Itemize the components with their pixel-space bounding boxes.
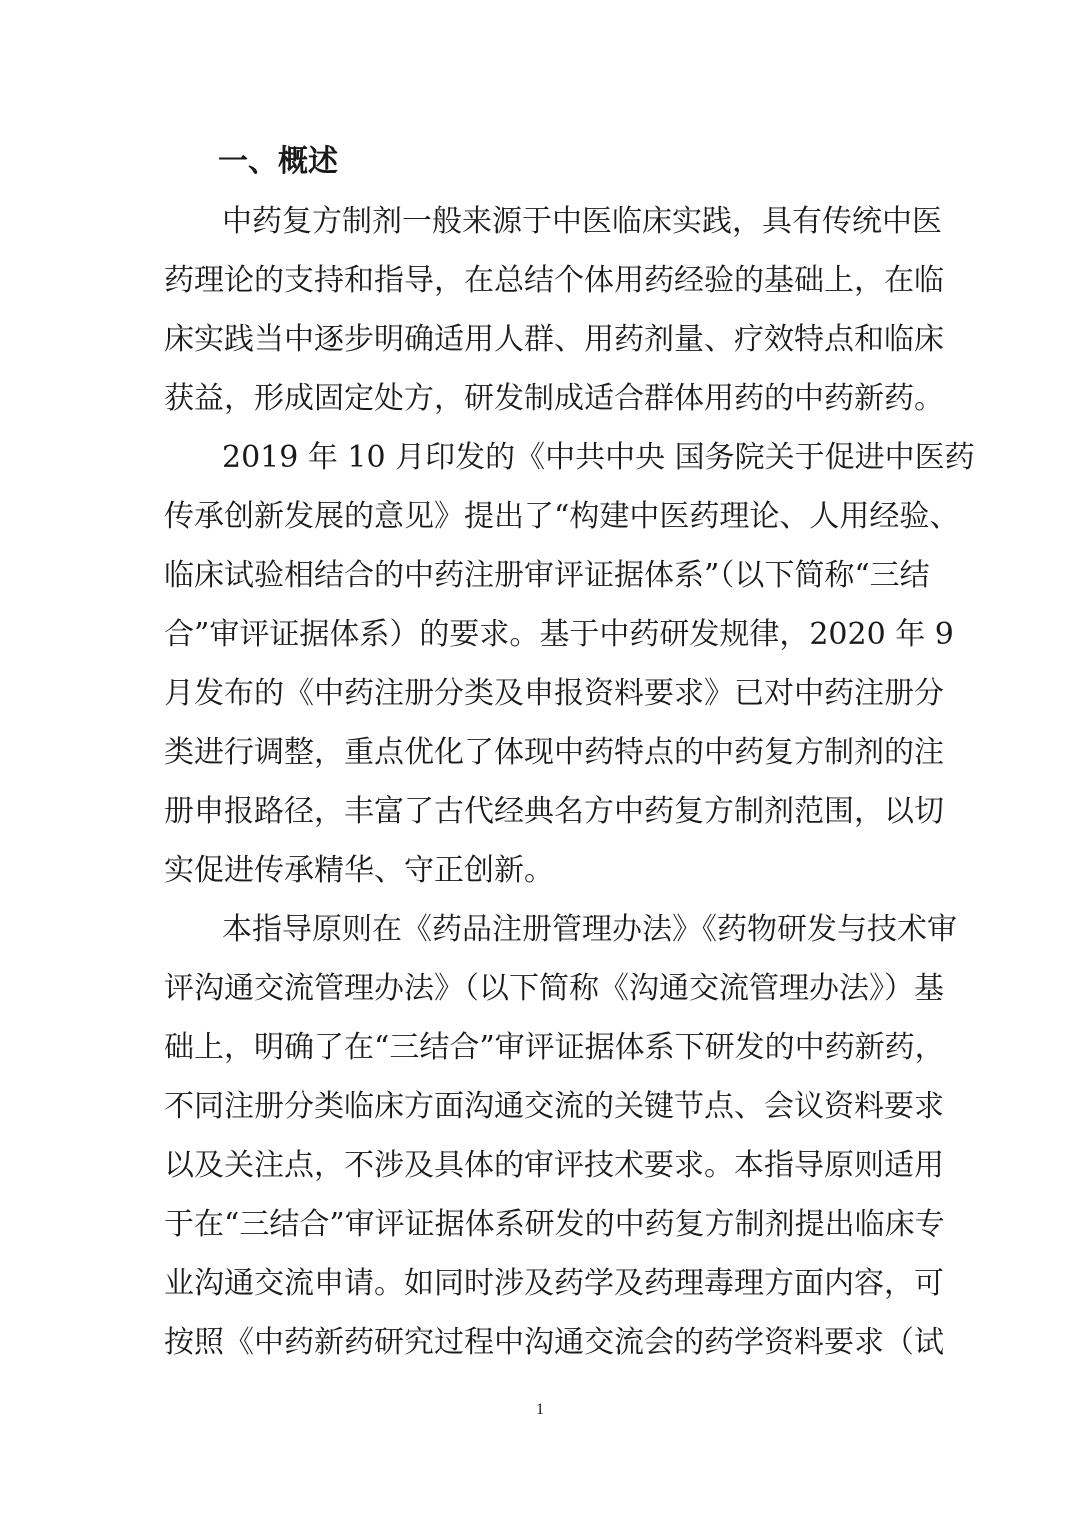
paragraph-3-line-6: 于在“三结合”审评证据体系研发的中药复方制剂提出临床专 [164, 1207, 945, 1242]
paragraph-1-line-1: 中药复方制剂一般来源于中医临床实践，具有传统中医 [222, 204, 942, 239]
paragraph-3-line-5: 以及关注点，不涉及具体的审评技术要求。本指导原则适用 [164, 1148, 944, 1183]
paragraph-2-line-4: 合”审评证据体系）的要求。基于中药研发规律，2020 年 9 [164, 617, 954, 652]
page-number: 1 [536, 1401, 544, 1418]
paragraph-2-line-8: 实促进传承精华、守正创新。 [164, 853, 554, 888]
paragraph-3-line-3: 础上，明确了在“三结合”审评证据体系下研发的中药新药， [164, 1030, 945, 1065]
paragraph-1-line-2: 药理论的支持和指导，在总结个体用药经验的基础上，在临 [164, 263, 944, 298]
paragraph-3-line-4: 不同注册分类临床方面沟通交流的关键节点、会议资料要求 [164, 1089, 944, 1124]
section-heading: 一、概述 [218, 144, 338, 179]
paragraph-3-line-8: 按照《中药新药研究过程中沟通交流会的药学资料要求（试 [164, 1325, 944, 1360]
paragraph-3-line-7: 业沟通交流申请。如同时涉及药学及药理毒理方面内容，可 [164, 1266, 944, 1301]
paragraph-2-line-3: 临床试验相结合的中药注册审评证据体系”（以下简称“三结 [164, 558, 930, 593]
paragraph-2-line-1: 2019 年 10 月印发的《中共中央 国务院关于促进中医药 [222, 440, 975, 475]
paragraph-3-line-1: 本指导原则在《药品注册管理办法》《药物研发与技术审 [222, 912, 957, 947]
paragraph-2-line-2: 传承创新发展的意见》提出了“构建中医药理论、人用经验、 [164, 499, 960, 534]
paragraph-2-line-7: 册申报路径，丰富了古代经典名方中药复方制剂范围，以切 [164, 794, 944, 829]
paragraph-2-line-6: 类进行调整，重点优化了体现中药特点的中药复方制剂的注 [164, 735, 944, 770]
paragraph-3-line-2: 评沟通交流管理办法》（以下简称《沟通交流管理办法》）基 [164, 971, 944, 1006]
paragraph-1-line-4: 获益，形成固定处方，研发制成适合群体用药的中药新药。 [164, 381, 944, 416]
paragraph-2-line-5: 月发布的《中药注册分类及申报资料要求》已对中药注册分 [164, 676, 944, 711]
paragraph-1-line-3: 床实践当中逐步明确适用人群、用药剂量、疗效特点和临床 [164, 322, 944, 357]
